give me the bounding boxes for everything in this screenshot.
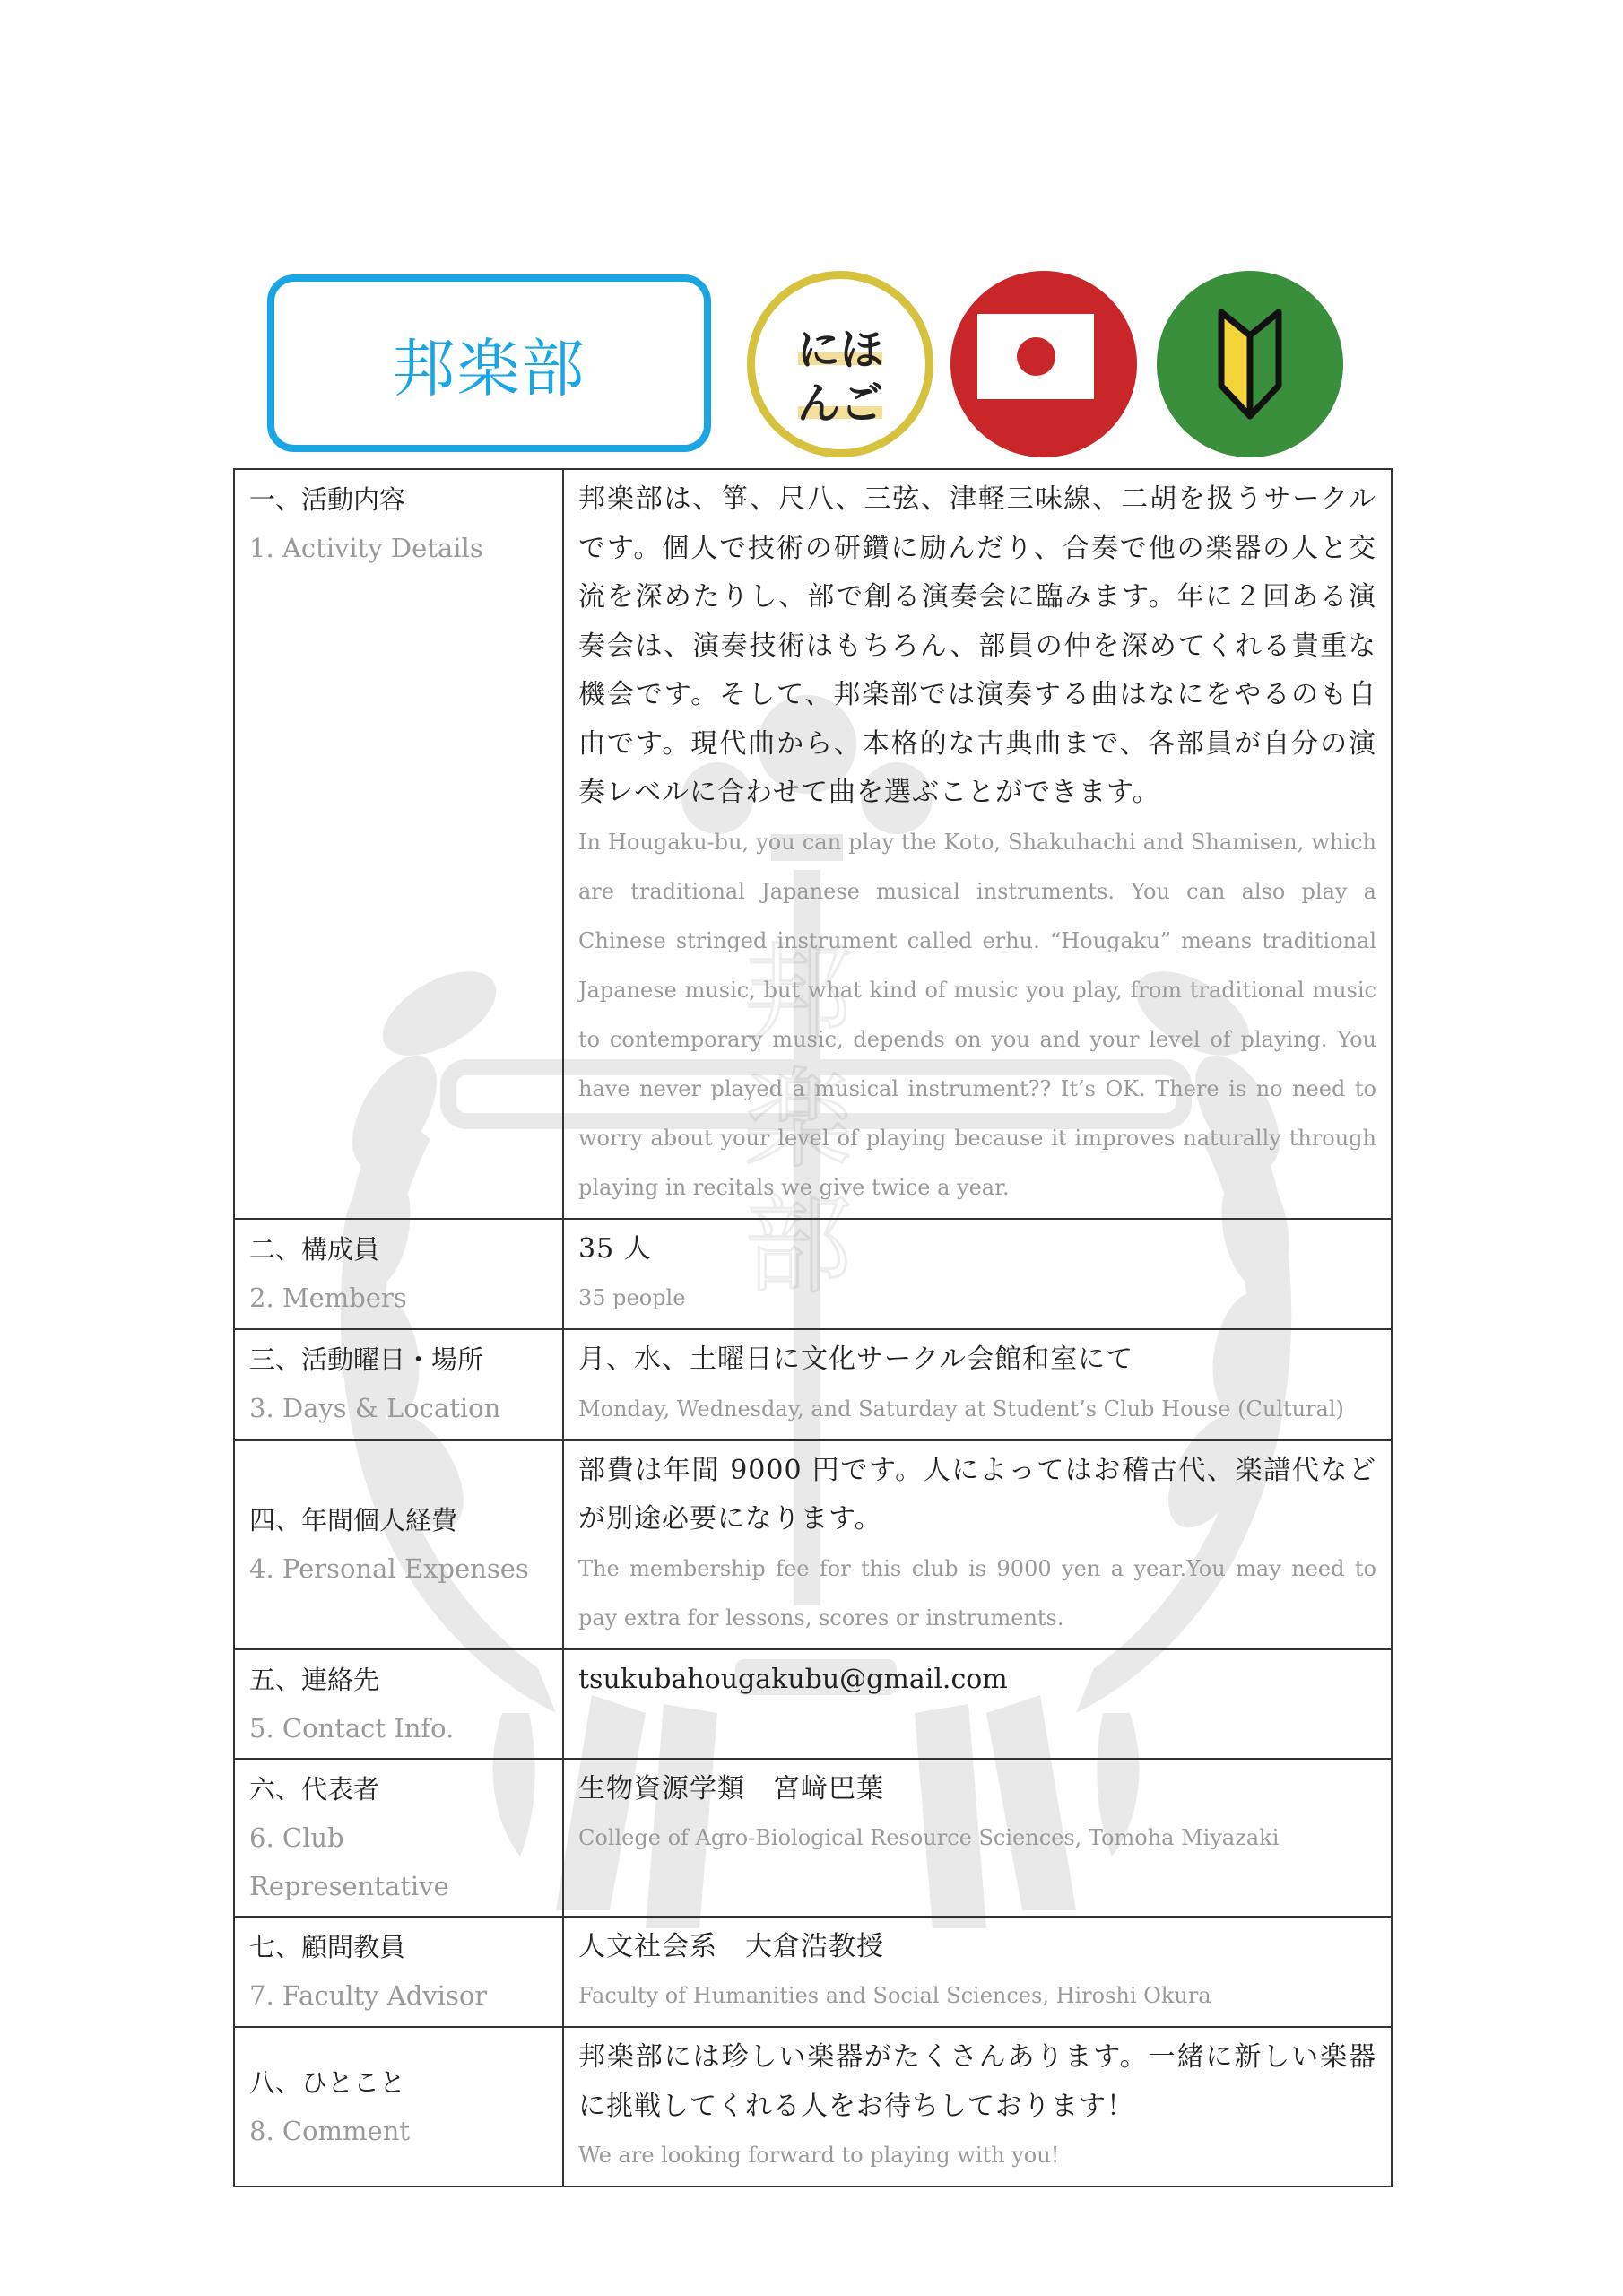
label-en: 2. Members xyxy=(249,1282,407,1313)
content-en: In Hougaku-bu, you can play the Koto, Shakuhachi and Shamisen, which are traditional Japanese musical instruments. You can also play a Chinese stringed instrument called erhu. “Hougaku” means traditional Japanese music, but what kind of music you play, from traditional music to contemporary music, depends on you and your level of playing. You have never played a musical instrument?? It’s OK. There is no need to worry about your level of playing because it improves naturally through playing in recitals we give twice a year. xyxy=(578,829,1376,1200)
label-en: 3. Days & Location xyxy=(249,1393,501,1423)
flag-field xyxy=(977,314,1094,399)
label-en: 5. Contact Info. xyxy=(249,1712,455,1744)
content-jp: 月、水、土曜日に文化サークル会館和室にて xyxy=(578,1344,1134,1375)
svg-text:邦: 邦 xyxy=(744,933,852,1057)
content-cell xyxy=(563,2027,1392,2187)
label-jp: 五、連絡先 xyxy=(249,1664,380,1695)
beginner-mark-shape xyxy=(1157,271,1343,457)
label-en: 1. Activity Details xyxy=(249,533,483,563)
table-row xyxy=(234,1759,1392,1917)
label-cell xyxy=(234,1440,563,1649)
japan-flag-icon xyxy=(950,271,1137,457)
content-en: The membership fee for this club is 9000 yen a year.You may need to pay extra for lessons, scores or instruments. xyxy=(578,1555,1376,1631)
content-jp: 邦楽部は、箏、尺八、三弦、津軽三味線、二胡を扱うサークルです。個人で技術の研鑽に励んだり、合奏で他の楽器の人と交流を深めたりし、部で創る演奏会に臨みます。年に２回ある演奏会は、演奏技術はもちろん、部員の仲を深めてくれる貴重な機会です。そして、邦楽部では演奏する曲はなにをやるのも自由です。現代曲から、本格的な古典曲まで、各部員が自分の演奏レベルに合わせて曲を選ぶことができます。 xyxy=(578,483,1376,808)
club-name: 邦楽部 xyxy=(392,331,586,405)
content-en: Faculty of Humanities and Social Sciences, Hiroshi Okura xyxy=(578,1983,1211,2008)
label-jp: 四、年間個人経費 xyxy=(249,1505,458,1535)
label-cell xyxy=(234,1759,563,1917)
label-cell xyxy=(234,469,563,1219)
svg-text:部: 部 xyxy=(744,1184,852,1309)
nihongo-text-line2: んご xyxy=(796,378,883,429)
table-row xyxy=(234,1649,1392,1759)
label-jp: 二、構成員 xyxy=(249,1233,380,1265)
label-jp: 三、活動曜日・場所 xyxy=(249,1344,484,1375)
label-cell xyxy=(234,2027,563,2187)
content-jp: 部費は年間 9000 円です。人によってはお稽古代、楽譜代などが別途必要になります。 xyxy=(578,1454,1376,1535)
flag-sun xyxy=(1017,337,1055,376)
header xyxy=(267,271,1352,461)
label-en: 8. Comment xyxy=(249,2116,411,2146)
table-row xyxy=(234,1440,1392,1649)
content-jp: 邦楽部には珍しい楽器がたくさんあります。一緒に新しい楽器に挑戦してくれる人をお待ちしております！ xyxy=(578,2041,1376,2122)
beginner-mark-icon xyxy=(1157,271,1343,457)
content-cell xyxy=(563,1759,1392,1917)
table-row xyxy=(234,1329,1392,1440)
content-en: 35 people xyxy=(578,1285,686,1310)
label-jp: 六、代表者 xyxy=(249,1773,380,1805)
label-jp: 八、ひとこと xyxy=(249,2067,406,2098)
label-cell xyxy=(234,1329,563,1440)
table-row xyxy=(234,469,1392,1219)
svg-text:楽: 楽 xyxy=(744,1058,852,1183)
content-cell xyxy=(563,1917,1392,2028)
label-cell xyxy=(234,1649,563,1759)
club-info-table xyxy=(233,468,1393,2187)
label-cell xyxy=(234,1219,563,1330)
contact-email[interactable]: tsukubahougakubu@gmail.com xyxy=(563,1649,1392,1759)
club-name-box xyxy=(267,274,711,452)
content-cell xyxy=(563,1219,1392,1330)
label-jp: 七、顧問教員 xyxy=(249,1931,406,1962)
label-jp: 一、活動内容 xyxy=(249,484,406,515)
label-cell xyxy=(234,1917,563,2028)
content-jp: 生物資源学類 宮﨑巴葉 xyxy=(578,1772,884,1805)
content-cell xyxy=(563,469,1392,1219)
table-row xyxy=(234,2027,1392,2187)
label-en: 7. Faculty Advisor xyxy=(249,1979,488,2011)
content-jp: 35 人 xyxy=(578,1232,652,1265)
content-cell xyxy=(563,1440,1392,1649)
content-jp: 人文社会系 大倉浩教授 xyxy=(578,1930,884,1962)
label-en: 4. Personal Expenses xyxy=(249,1553,529,1584)
nihongo-badge-icon xyxy=(747,271,933,457)
content-en: Monday, Wednesday, and Saturday at Student’s Club House (Cultural) xyxy=(578,1396,1344,1422)
label-en: 6. Club Representative xyxy=(249,1822,449,1901)
nihongo-text-line1: にほ xyxy=(796,325,883,375)
content-cell xyxy=(563,1329,1392,1440)
table-row xyxy=(234,1917,1392,2028)
content-en: We are looking forward to playing with you! xyxy=(578,2143,1060,2168)
table-row xyxy=(234,1219,1392,1330)
content-en: College of Agro-Biological Resource Sciences, Tomoha Miyazaki xyxy=(578,1825,1280,1850)
